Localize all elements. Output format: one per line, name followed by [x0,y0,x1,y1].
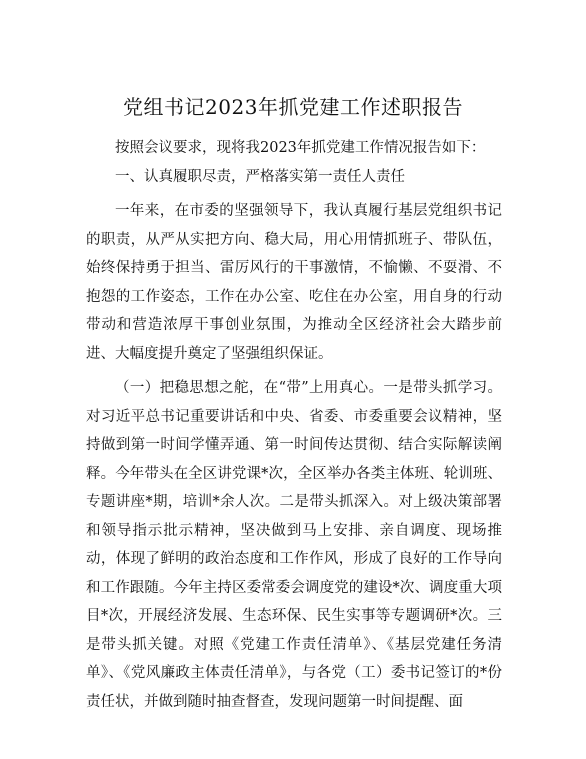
document-body [86,134,502,716]
intro-paragraph: 按照会议要求，现将我2023年抓党建工作情况报告如下： [115,140,486,156]
body-paragraph: 一年来，在市委的坚强领导下，我认真履行基层党组织书记的职责，从严从实把方向、稳大局，用心用情抓班子、带队伍，始终保持勇于担当、雷厉风行的干事激情，不愉懒、不耍滑、不抱怨的工作姿态，工作在办公室、吃住在办公室，用自身的行动带动和营造浓厚干事创业氛围，为推动全区经济社会大踏步前进、大幅度提升奠定了坚强组织保证。 [86,203,502,362]
section-heading: 一、认真履职尽责，严格落实第一责任人责任 [115,168,405,185]
document-title: 党组书记2023年抓党建工作述职报告 [123,95,463,119]
body-paragraph: （一）把稳思想之舵，在“带”上用真心。一是带头抓学习。对习近平总书记重要讲话和中央、省委、市委重要会议精神，坚持做到第一时间学懂弄通、第一时间传达贯彻、结合实际解读阐释。今年带头在全区讲党课*次，全区举办各类主体班、轮训班、专题讲座*期，培训*余人次。二是带头抓深入。对上级决策部署和领导指示批示精神，坚决做到马上安排、亲自调度、现场推动，体现了鲜明的政治态度和工作作风，形成了良好的工作导向和工作跟随。今年主持区委常委会调度党的建设*次、调度重大项目*次，开展经济发展、生态环保、民生实事等专题调研*次。三是带头抓关键。对照《党建工作责任清单》、《基层党建任务清单》、《党风廉政主体责任清单》，与各党（工）委书记签订的*份责任状，并做到随时抽查督查，发现问题第一时间提醒、面 [86,380,502,710]
